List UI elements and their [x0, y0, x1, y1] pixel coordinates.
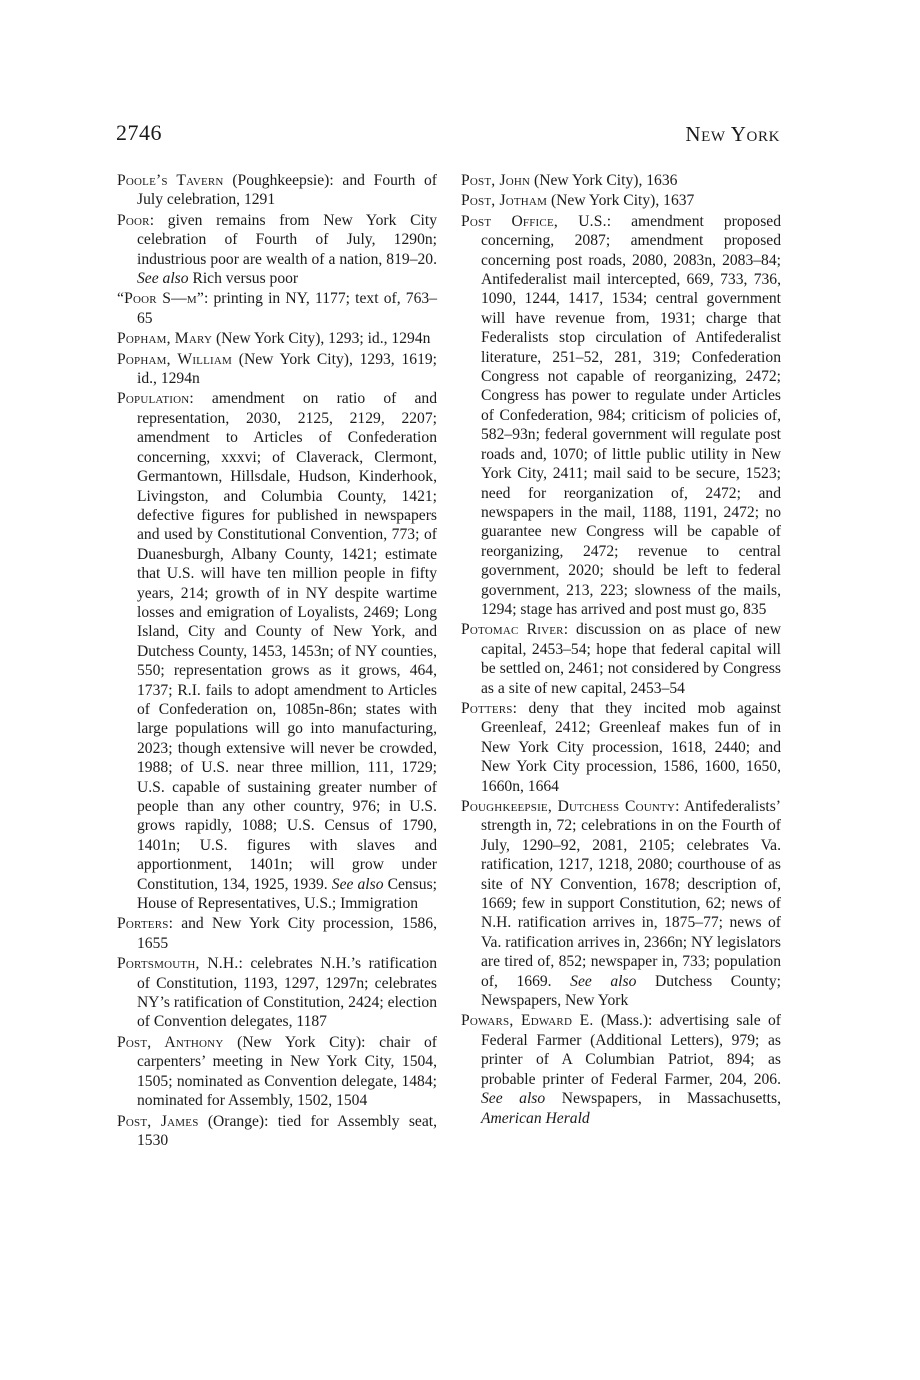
entry-text: : amendment on ratio of and representation, 2030, 2125, 2129, 2207; amendment to Articles of Confederation concerning, xxxvi; of Claverack, Clermont, Germantown, Hillsdale, Hudson, Kinderhook, Livingston, and Columbia County, 1421; defective figures for published in newspapers and used by Constitutional Convention, 773; of Duanesburgh, Albany County, 1421; estimate that U.S. will have ten million people in fifty years, 214; growth of in NY despite wartime losses and emigration of Loyalists, 2469; Long Island, City and County of New York, and Dutchess County, 1453, 1453n; of NY counties, 550; representation grows as it grows, 464, 1737; R.I. fails to adopt amendment to Articles of Confederation on, 1085n-86n; states with large populations will go into manufacturing, 2023; though extensive will never be crowded, 1988; of U.S. near three million, 111, 1729; U.S. capable of sustaining greater number of people than any other country, 976; in U.S. grows rapidly, 1088; U.S. Census of 1790, 1401n; U.S. figures with slaves and apportionment, 1401n; will grow under Constitution, 134, 1925, 1939.	[137, 390, 437, 893]
index-entry	[117, 211, 437, 289]
entry-headword: Poor	[117, 211, 150, 229]
see-also-label: See also	[481, 1090, 546, 1108]
entry-headword: Post Office, U.S.	[461, 212, 607, 230]
index-entry	[117, 171, 437, 210]
entry-headword: Portsmouth, N.H.	[117, 955, 239, 973]
entry-text: (New York City), 1637	[547, 192, 695, 210]
see-also-label: See also	[137, 270, 189, 288]
see-also-label: See also	[331, 875, 384, 893]
entry-headword: Post, Jotham	[461, 192, 548, 210]
entry-text: : Antifederalists’ strength in, 72; celebrations in on the Fourth of July, 1290–92, 2081, 2105; celebrates Va. ratification, 1217, 1218, 2080; courthouse of as site of NY Convention, 1678; description of, 1669; few in support Constitution, 62; news of N.H. ratification arrives in, 1875–77; news of Va. ratification arrives in, 2366n; NY legislators are tired of, 852; newspaper in, 733; population of, 1669.	[481, 798, 782, 990]
entry-headword: Post, John	[461, 172, 531, 189]
entry-headword: Poughkeepsie, Dutchess County	[461, 798, 676, 815]
entry-text: : discussion on as place of new capital, 2453–54; hope that federal capital will be settled on, 2461; not considered by Congress as a site of new capital, 2453–54	[481, 621, 781, 697]
entry-headword: Potomac River	[461, 621, 564, 639]
entry-text: (New York City), 1293, 1619; id., 1294n	[137, 350, 437, 388]
entry-headword: Popham, William	[117, 350, 233, 368]
entry-headword: Post, James	[117, 1112, 199, 1130]
running-head: New York	[685, 122, 780, 146]
see-also-label: See also	[570, 972, 637, 990]
entry-text: : deny that they incited mob against Greenleaf, 2412; Greenleaf makes fun of in New York City procession, 1618, 2440; and New York City procession, 1586, 1600, 1650, 1660n, 1664	[481, 699, 781, 795]
index-entry	[117, 1112, 437, 1151]
entry-text: (Orange): tied for Assembly seat, 1530	[137, 1112, 437, 1149]
index-entry	[461, 620, 781, 698]
entry-headword: Potters	[461, 699, 513, 717]
entry-headword: Poole’s Tavern	[117, 172, 224, 189]
index-entry	[117, 350, 437, 389]
entry-headword: Porters	[117, 915, 169, 933]
index-entry	[461, 212, 781, 620]
entry-cross-reference: Newspapers, in Massachusetts,	[545, 1090, 781, 1108]
entry-cross-reference: Rich versus poor	[188, 270, 299, 288]
index-entry	[117, 954, 437, 1032]
entry-text: : amendment proposed concerning, 2087; amendment proposed concerning post roads, 2080, 2083n, 2083–84; Antifederalist mail intercepted, 669, 733, 736, 1090, 1244, 1417, 1534; central government will have revenue from, 1931; charge that Federalists stop circulation of Antifederalist literature, 251–52, 281, 319; Confederation Congress not capable of reorganizing, 2472; Congress has power to regulate under Articles of Confederation, 984; criticism of policies of, 582–93n; federal government will regulate post roads and, 1070; of little public utility in New York City, 2411; mail said to be secure, 1523; need for reorganization of, 2472; and newspapers in the mail, 1188, 1191, 2472; no guarantee new Congress will be capable of reorganizing, 2472; revenue to central government, 2020; should be left to federal government, 213, 223; slowness of the mails, 1294; stage has arrived and post must go, 835	[481, 212, 782, 618]
index-entry	[117, 914, 437, 953]
index-entry	[117, 289, 437, 328]
entry-text: (New York City): chair of carpenters’ meeting in New York City, 1504, 1505; nominated as Convention delegate, 1484; nominated for Assembly, 1502, 1504	[137, 1033, 437, 1110]
entry-headword: Post, Anthony	[117, 1033, 224, 1051]
index-entry	[117, 389, 437, 913]
entry-cross-reference-title: American Herald	[481, 1109, 590, 1127]
entry-headword: Powars, Edward E.	[461, 1012, 594, 1030]
entry-cross-reference: Census; House of Representatives, U.S.; Immigration	[137, 875, 437, 913]
entry-text: (Mass.): advertising sale of Federal Farmer (Additional Letters), 979; as printer of A Columbian Patriot, 894; as probable printer of Federal Farmer, 204, 206.	[481, 1012, 781, 1088]
entry-cross-reference: Dutchess County; Newspapers, New York	[481, 972, 781, 1010]
index-entry	[461, 171, 781, 190]
index-entry	[461, 1011, 781, 1127]
index-entry	[461, 797, 781, 1010]
index-entry	[461, 191, 781, 210]
index-entry	[461, 699, 781, 796]
entry-text: (Poughkeepsie): and Fourth of July celebration, 1291	[137, 172, 437, 209]
entry-text: (New York City), 1636	[530, 172, 678, 189]
index-entry	[117, 1033, 437, 1111]
entry-headword: “Poor S—m”	[117, 290, 204, 308]
page-number: 2746	[116, 120, 162, 145]
entry-text: (New York City), 1293; id., 1294n	[212, 330, 431, 348]
entry-headword: Popham, Mary	[117, 330, 213, 348]
entry-text: : and New York City procession, 1586, 1655	[137, 915, 437, 952]
entry-text: : celebrates N.H.’s ratification of Constitution, 1193, 1297, 1297n; celebrates NY’s ratification of Constitution, 2424; election of Convention delegates, 1187	[137, 955, 438, 1031]
entry-text: : given remains from New York City celebration of Fourth of July, 1290n; industrious poor are wealth of a nation, 819–20.	[137, 211, 437, 268]
index-entry	[117, 329, 437, 348]
index-column-left	[117, 171, 437, 1151]
entry-headword: Population	[117, 390, 190, 408]
entry-text: : printing in NY, 1177; text of, 763–65	[137, 290, 437, 327]
index-column-right	[461, 171, 781, 1129]
